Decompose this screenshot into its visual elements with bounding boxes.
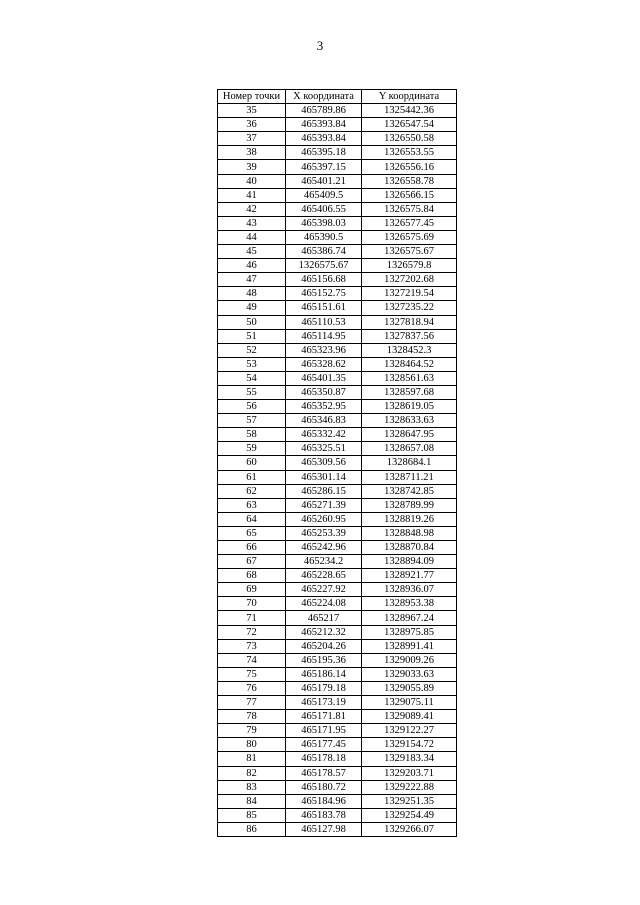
table-row xyxy=(218,681,457,695)
table-row xyxy=(218,541,457,555)
cell-x-coordinate: 465409.5 xyxy=(286,188,362,202)
cell-x-coordinate: 465346.83 xyxy=(286,414,362,428)
cell-y-coordinate: 1326566.15 xyxy=(362,188,457,202)
cell-x-coordinate: 465401.21 xyxy=(286,174,362,188)
cell-y-coordinate: 1326556.16 xyxy=(362,160,457,174)
cell-x-coordinate: 465195.36 xyxy=(286,653,362,667)
header-y-coordinate: Y координата xyxy=(362,90,457,104)
cell-x-coordinate: 1326575.67 xyxy=(286,259,362,273)
cell-point-number: 86 xyxy=(218,822,286,836)
cell-y-coordinate: 1327837.56 xyxy=(362,329,457,343)
cell-point-number: 71 xyxy=(218,611,286,625)
cell-point-number: 74 xyxy=(218,653,286,667)
table-row xyxy=(218,160,457,174)
table-row xyxy=(218,484,457,498)
cell-x-coordinate: 465227.92 xyxy=(286,583,362,597)
cell-y-coordinate: 1326547.54 xyxy=(362,118,457,132)
cell-y-coordinate: 1328597.68 xyxy=(362,385,457,399)
cell-x-coordinate: 465171.81 xyxy=(286,710,362,724)
cell-y-coordinate: 1328561.63 xyxy=(362,371,457,385)
cell-y-coordinate: 1329033.63 xyxy=(362,667,457,681)
cell-y-coordinate: 1327202.68 xyxy=(362,273,457,287)
cell-y-coordinate: 1328967.24 xyxy=(362,611,457,625)
cell-point-number: 45 xyxy=(218,245,286,259)
table-row xyxy=(218,611,457,625)
table-row xyxy=(218,371,457,385)
cell-point-number: 53 xyxy=(218,357,286,371)
table-row xyxy=(218,470,457,484)
cell-point-number: 68 xyxy=(218,569,286,583)
cell-y-coordinate: 1328936.07 xyxy=(362,583,457,597)
cell-point-number: 62 xyxy=(218,484,286,498)
table-body xyxy=(218,104,457,837)
cell-point-number: 50 xyxy=(218,315,286,329)
table-row xyxy=(218,188,457,202)
cell-y-coordinate: 1329089.41 xyxy=(362,710,457,724)
cell-y-coordinate: 1326553.55 xyxy=(362,146,457,160)
cell-x-coordinate: 465127.98 xyxy=(286,822,362,836)
cell-x-coordinate: 465393.84 xyxy=(286,132,362,146)
table-row xyxy=(218,456,457,470)
table-row xyxy=(218,569,457,583)
table-row xyxy=(218,696,457,710)
cell-y-coordinate: 1329183.34 xyxy=(362,752,457,766)
cell-point-number: 76 xyxy=(218,681,286,695)
cell-x-coordinate: 465177.45 xyxy=(286,738,362,752)
cell-x-coordinate: 465217 xyxy=(286,611,362,625)
cell-x-coordinate: 465286.15 xyxy=(286,484,362,498)
cell-x-coordinate: 465186.14 xyxy=(286,667,362,681)
cell-x-coordinate: 465184.96 xyxy=(286,794,362,808)
cell-point-number: 64 xyxy=(218,512,286,526)
cell-point-number: 38 xyxy=(218,146,286,160)
cell-point-number: 57 xyxy=(218,414,286,428)
table-row xyxy=(218,287,457,301)
cell-point-number: 46 xyxy=(218,259,286,273)
cell-x-coordinate: 465242.96 xyxy=(286,541,362,555)
cell-y-coordinate: 1328870.84 xyxy=(362,541,457,555)
cell-y-coordinate: 1328848.98 xyxy=(362,526,457,540)
cell-x-coordinate: 465301.14 xyxy=(286,470,362,484)
cell-y-coordinate: 1328991.41 xyxy=(362,639,457,653)
cell-point-number: 54 xyxy=(218,371,286,385)
cell-point-number: 44 xyxy=(218,230,286,244)
cell-y-coordinate: 1328953.38 xyxy=(362,597,457,611)
table-row xyxy=(218,442,457,456)
coordinates-table xyxy=(217,89,457,837)
cell-y-coordinate: 1326575.84 xyxy=(362,202,457,216)
cell-point-number: 75 xyxy=(218,667,286,681)
cell-x-coordinate: 465253.39 xyxy=(286,526,362,540)
cell-x-coordinate: 465110.53 xyxy=(286,315,362,329)
table-row xyxy=(218,315,457,329)
cell-y-coordinate: 1328711.21 xyxy=(362,470,457,484)
cell-x-coordinate: 465395.18 xyxy=(286,146,362,160)
cell-y-coordinate: 1328789.99 xyxy=(362,498,457,512)
cell-point-number: 55 xyxy=(218,385,286,399)
cell-x-coordinate: 465401.35 xyxy=(286,371,362,385)
cell-x-coordinate: 465386.74 xyxy=(286,245,362,259)
cell-y-coordinate: 1328742.85 xyxy=(362,484,457,498)
cell-point-number: 69 xyxy=(218,583,286,597)
cell-point-number: 41 xyxy=(218,188,286,202)
cell-point-number: 66 xyxy=(218,541,286,555)
header-x-coordinate: X координата xyxy=(286,90,362,104)
cell-x-coordinate: 465114.95 xyxy=(286,329,362,343)
table-row xyxy=(218,132,457,146)
cell-x-coordinate: 465789.86 xyxy=(286,104,362,118)
cell-y-coordinate: 1326577.45 xyxy=(362,216,457,230)
cell-point-number: 42 xyxy=(218,202,286,216)
cell-y-coordinate: 1327818.94 xyxy=(362,315,457,329)
cell-point-number: 36 xyxy=(218,118,286,132)
table-row xyxy=(218,766,457,780)
cell-y-coordinate: 1328975.85 xyxy=(362,625,457,639)
cell-point-number: 85 xyxy=(218,808,286,822)
cell-x-coordinate: 465224.08 xyxy=(286,597,362,611)
table-row xyxy=(218,230,457,244)
cell-point-number: 77 xyxy=(218,696,286,710)
table-row xyxy=(218,245,457,259)
table-row xyxy=(218,822,457,836)
cell-y-coordinate: 1328647.95 xyxy=(362,428,457,442)
cell-x-coordinate: 465156.68 xyxy=(286,273,362,287)
cell-point-number: 56 xyxy=(218,400,286,414)
table-row xyxy=(218,794,457,808)
table-row xyxy=(218,526,457,540)
table-row xyxy=(218,414,457,428)
cell-x-coordinate: 465332.42 xyxy=(286,428,362,442)
cell-point-number: 51 xyxy=(218,329,286,343)
cell-point-number: 65 xyxy=(218,526,286,540)
cell-y-coordinate: 1329222.88 xyxy=(362,780,457,794)
table-row xyxy=(218,724,457,738)
cell-point-number: 52 xyxy=(218,343,286,357)
table-row xyxy=(218,738,457,752)
cell-point-number: 83 xyxy=(218,780,286,794)
cell-x-coordinate: 465178.57 xyxy=(286,766,362,780)
cell-x-coordinate: 465228.65 xyxy=(286,569,362,583)
cell-y-coordinate: 1328921.77 xyxy=(362,569,457,583)
cell-point-number: 72 xyxy=(218,625,286,639)
table-row xyxy=(218,202,457,216)
table-row xyxy=(218,118,457,132)
table-row xyxy=(218,301,457,315)
table-row xyxy=(218,400,457,414)
table-row xyxy=(218,273,457,287)
cell-x-coordinate: 465397.15 xyxy=(286,160,362,174)
cell-y-coordinate: 1329075.11 xyxy=(362,696,457,710)
cell-x-coordinate: 465173.19 xyxy=(286,696,362,710)
cell-x-coordinate: 465393.84 xyxy=(286,118,362,132)
cell-x-coordinate: 465323.96 xyxy=(286,343,362,357)
table-row xyxy=(218,667,457,681)
table-row xyxy=(218,385,457,399)
cell-point-number: 81 xyxy=(218,752,286,766)
cell-y-coordinate: 1328619.05 xyxy=(362,400,457,414)
cell-point-number: 48 xyxy=(218,287,286,301)
cell-y-coordinate: 1328452.3 xyxy=(362,343,457,357)
cell-y-coordinate: 1326575.69 xyxy=(362,230,457,244)
cell-x-coordinate: 465183.78 xyxy=(286,808,362,822)
cell-point-number: 35 xyxy=(218,104,286,118)
cell-x-coordinate: 465151.61 xyxy=(286,301,362,315)
cell-x-coordinate: 465152.75 xyxy=(286,287,362,301)
cell-point-number: 78 xyxy=(218,710,286,724)
cell-x-coordinate: 465328.62 xyxy=(286,357,362,371)
header-point-number: Номер точки xyxy=(218,90,286,104)
cell-point-number: 59 xyxy=(218,442,286,456)
cell-point-number: 80 xyxy=(218,738,286,752)
cell-point-number: 70 xyxy=(218,597,286,611)
cell-point-number: 73 xyxy=(218,639,286,653)
cell-x-coordinate: 465271.39 xyxy=(286,498,362,512)
cell-point-number: 61 xyxy=(218,470,286,484)
cell-y-coordinate: 1326550.58 xyxy=(362,132,457,146)
cell-x-coordinate: 465398.03 xyxy=(286,216,362,230)
cell-x-coordinate: 465178.18 xyxy=(286,752,362,766)
table-row xyxy=(218,625,457,639)
table-row xyxy=(218,259,457,273)
table-row xyxy=(218,512,457,526)
cell-y-coordinate: 1329154.72 xyxy=(362,738,457,752)
cell-y-coordinate: 1328657.08 xyxy=(362,442,457,456)
cell-y-coordinate: 1326558.78 xyxy=(362,174,457,188)
table-row xyxy=(218,428,457,442)
table-row xyxy=(218,808,457,822)
table-row xyxy=(218,555,457,569)
table-header-row xyxy=(218,90,457,104)
cell-y-coordinate: 1329122.27 xyxy=(362,724,457,738)
cell-point-number: 43 xyxy=(218,216,286,230)
cell-x-coordinate: 465171.95 xyxy=(286,724,362,738)
cell-y-coordinate: 1328633.63 xyxy=(362,414,457,428)
table-row xyxy=(218,216,457,230)
table-row xyxy=(218,329,457,343)
cell-y-coordinate: 1325442.36 xyxy=(362,104,457,118)
cell-y-coordinate: 1328894.09 xyxy=(362,555,457,569)
table-row xyxy=(218,752,457,766)
table-row xyxy=(218,780,457,794)
table-row xyxy=(218,357,457,371)
table-row xyxy=(218,710,457,724)
cell-y-coordinate: 1329009.26 xyxy=(362,653,457,667)
cell-point-number: 58 xyxy=(218,428,286,442)
cell-point-number: 79 xyxy=(218,724,286,738)
cell-y-coordinate: 1328464.52 xyxy=(362,357,457,371)
cell-point-number: 67 xyxy=(218,555,286,569)
cell-point-number: 60 xyxy=(218,456,286,470)
page-number: 3 xyxy=(316,38,324,53)
cell-x-coordinate: 465309.56 xyxy=(286,456,362,470)
cell-y-coordinate: 1326579.8 xyxy=(362,259,457,273)
cell-y-coordinate: 1329251.35 xyxy=(362,794,457,808)
table-row xyxy=(218,639,457,653)
cell-point-number: 47 xyxy=(218,273,286,287)
cell-x-coordinate: 465180.72 xyxy=(286,780,362,794)
cell-x-coordinate: 465352.95 xyxy=(286,400,362,414)
table-row xyxy=(218,174,457,188)
cell-x-coordinate: 465212.32 xyxy=(286,625,362,639)
cell-point-number: 84 xyxy=(218,794,286,808)
cell-point-number: 37 xyxy=(218,132,286,146)
cell-y-coordinate: 1327235.22 xyxy=(362,301,457,315)
cell-point-number: 40 xyxy=(218,174,286,188)
table-row xyxy=(218,146,457,160)
cell-point-number: 49 xyxy=(218,301,286,315)
cell-x-coordinate: 465390.5 xyxy=(286,230,362,244)
cell-y-coordinate: 1328819.26 xyxy=(362,512,457,526)
cell-x-coordinate: 465260.95 xyxy=(286,512,362,526)
cell-x-coordinate: 465204.26 xyxy=(286,639,362,653)
table-row xyxy=(218,343,457,357)
table-row xyxy=(218,583,457,597)
table-row xyxy=(218,597,457,611)
cell-y-coordinate: 1326575.67 xyxy=(362,245,457,259)
cell-point-number: 63 xyxy=(218,498,286,512)
cell-y-coordinate: 1327219.54 xyxy=(362,287,457,301)
cell-y-coordinate: 1328684.1 xyxy=(362,456,457,470)
cell-x-coordinate: 465350.87 xyxy=(286,385,362,399)
cell-point-number: 39 xyxy=(218,160,286,174)
cell-point-number: 82 xyxy=(218,766,286,780)
cell-x-coordinate: 465179.18 xyxy=(286,681,362,695)
cell-y-coordinate: 1329055.89 xyxy=(362,681,457,695)
cell-y-coordinate: 1329254.49 xyxy=(362,808,457,822)
cell-x-coordinate: 465406.55 xyxy=(286,202,362,216)
cell-y-coordinate: 1329266.07 xyxy=(362,822,457,836)
cell-x-coordinate: 465234.2 xyxy=(286,555,362,569)
table-row xyxy=(218,653,457,667)
cell-x-coordinate: 465325.51 xyxy=(286,442,362,456)
table-row xyxy=(218,498,457,512)
cell-y-coordinate: 1329203.71 xyxy=(362,766,457,780)
table-row xyxy=(218,104,457,118)
